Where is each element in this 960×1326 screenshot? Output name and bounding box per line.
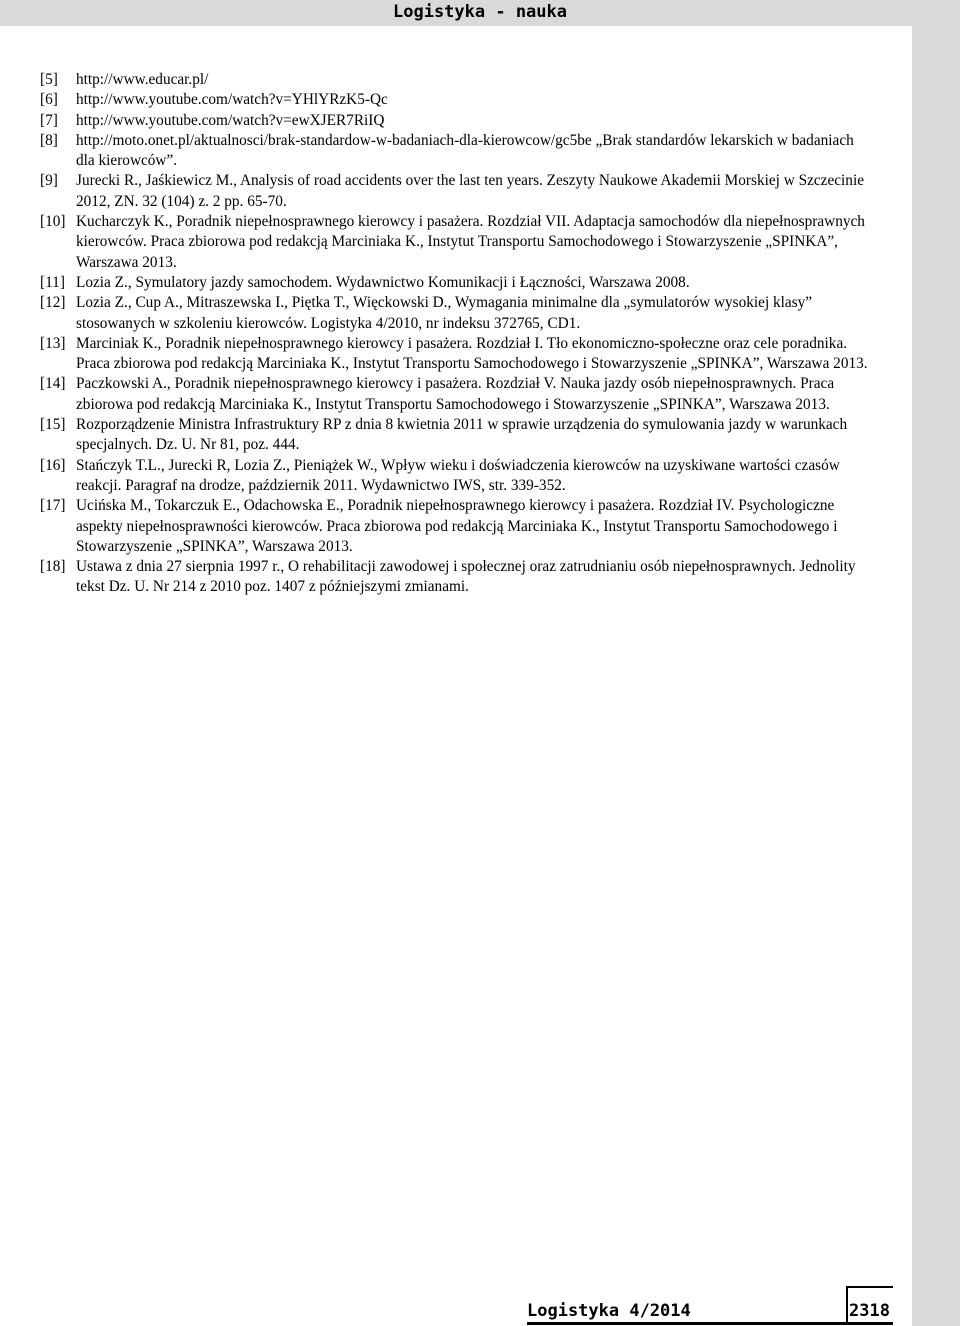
footer-journal-issue: Logistyka 4/2014 bbox=[527, 1301, 691, 1321]
reference-text: Lozia Z., Symulatory jazdy samochodem. Wydawnictwo Komunikacji i Łączności, Warszawa 2008. bbox=[76, 273, 690, 291]
reference-item bbox=[40, 557, 870, 598]
reference-text: Stańczyk T.L., Jurecki R, Lozia Z., Pieniążek W., Wpływ wieku i doświadczenia kierowców na uzyskiwane wartości czasów reakcji. Paragraf na drodze, październik 2011. Wydawnictwo IWS, str. 339-352. bbox=[76, 456, 840, 494]
reference-item bbox=[40, 415, 870, 456]
reference-text: Kucharczyk K., Poradnik niepełnosprawnego kierowcy i pasażera. Rozdział VII. Adaptacja samochodów dla niepełnosprawnych kierowców. Praca zbiorowa pod redakcją Marciniaka K., Instytut Transportu Samochodowego i Stowarzyszenie „SPINKA”, Warszawa 2013. bbox=[76, 213, 865, 271]
reference-item bbox=[40, 90, 870, 110]
reference-item bbox=[40, 70, 870, 90]
reference-text: http://moto.onet.pl/aktualnosci/brak-standardow-w-badaniach-dla-kierowcow/gc5be „Brak standardów lekarskich w badaniach dla kierowców”. bbox=[76, 131, 854, 170]
reference-item bbox=[40, 374, 870, 415]
reference-number: [6] bbox=[40, 91, 58, 109]
reference-text: Rozporządzenie Ministra Infrastruktury RP z dnia 8 kwietnia 2011 w sprawie urządzenia do symulowania jazdy w warunkach specjalnych. Dz. U. Nr 81, poz. 444. bbox=[76, 416, 848, 454]
reference-list bbox=[40, 70, 870, 598]
reference-item bbox=[40, 334, 870, 375]
reference-number: [15] bbox=[40, 416, 66, 434]
reference-number: [14] bbox=[40, 375, 66, 393]
page-number: 2318 bbox=[849, 1301, 890, 1321]
reference-item bbox=[40, 171, 870, 212]
reference-text: Jurecki R., Jaśkiewicz M., Analysis of road accidents over the last ten years. Zeszyty Naukowe Akademii Morskiej w Szczecinie 2012, ZN. 32 (104) z. 2 pp. 65-70. bbox=[76, 172, 864, 210]
reference-number: [17] bbox=[40, 497, 66, 515]
reference-item bbox=[40, 111, 870, 131]
reference-text: Ustawa z dnia 27 sierpnia 1997 r., O rehabilitacji zawodowej i społecznej oraz zatrudnianiu osób niepełnosprawnych. Jednolity tekst Dz. U. Nr 214 z 2010 poz. 1407 z późniejszymi zmianami. bbox=[76, 558, 856, 596]
reference-text: http://www.educar.pl/ bbox=[76, 71, 209, 88]
reference-number: [9] bbox=[40, 172, 58, 190]
reference-number: [10] bbox=[40, 213, 66, 231]
reference-text: http://www.youtube.com/watch?v=ewXJER7RiIQ bbox=[76, 111, 385, 129]
reference-number: [16] bbox=[40, 456, 66, 474]
reference-text: Marciniak K., Poradnik niepełnosprawnego kierowcy i pasażera. Rozdział I. Tło ekonomiczno-społeczne oraz cele poradnika. Praca zbiorowa pod redakcją Marciniaka K., Instytut Transportu Samochodowego i Stowarzyszenie „SPINKA”, Warszawa 2013. bbox=[76, 334, 868, 373]
reference-number: [12] bbox=[40, 294, 66, 312]
page bbox=[0, 26, 912, 1326]
reference-text: Lozia Z., Cup A., Mitraszewska I., Piętka T., Więckowski D., Wymagania minimalne dla „symulatorów wysokiej klasy” stosowanych w szkoleniu kierowców. Logistyka 4/2010, nr indeksu 372765, CD1. bbox=[76, 294, 813, 332]
reference-number: [13] bbox=[40, 334, 66, 352]
reference-number: [11] bbox=[40, 273, 65, 291]
reference-number: [8] bbox=[40, 131, 58, 149]
reference-item bbox=[40, 131, 870, 172]
reference-item bbox=[40, 496, 870, 557]
reference-number: [18] bbox=[40, 558, 66, 576]
footer-rule bbox=[527, 1322, 893, 1325]
reference-number: [5] bbox=[40, 71, 58, 88]
reference-text: Ucińska M., Tokarczuk E., Odachowska E., Poradnik niepełnosprawnego kierowcy i pasażera. Rozdział IV. Psychologiczne aspekty niepełnosprawności kierowców. Praca zbiorowa pod redakcją Marciniaka K., Instytut Transportu Samochodowego i Stowarzyszenie „SPINKA”, Warszawa 2013. bbox=[76, 497, 838, 555]
reference-item bbox=[40, 456, 870, 497]
reference-item bbox=[40, 212, 870, 273]
reference-text: http://www.youtube.com/watch?v=YHlYRzK5-Qc bbox=[76, 91, 388, 109]
reference-item bbox=[40, 293, 870, 334]
reference-text: Paczkowski A., Poradnik niepełnosprawnego kierowcy i pasażera. Rozdział V. Nauka jazdy osób niepełnosprawnych. Praca zbiorowa pod redakcją Marciniaka K., Instytut Transportu Samochodowego i Stowarzyszenie „SPINKA”, Warszawa 2013. bbox=[76, 375, 835, 413]
right-margin-band bbox=[912, 26, 960, 1326]
reference-number: [7] bbox=[40, 111, 58, 129]
reference-item bbox=[40, 273, 870, 293]
running-header-title: Logistyka - nauka bbox=[393, 2, 567, 22]
